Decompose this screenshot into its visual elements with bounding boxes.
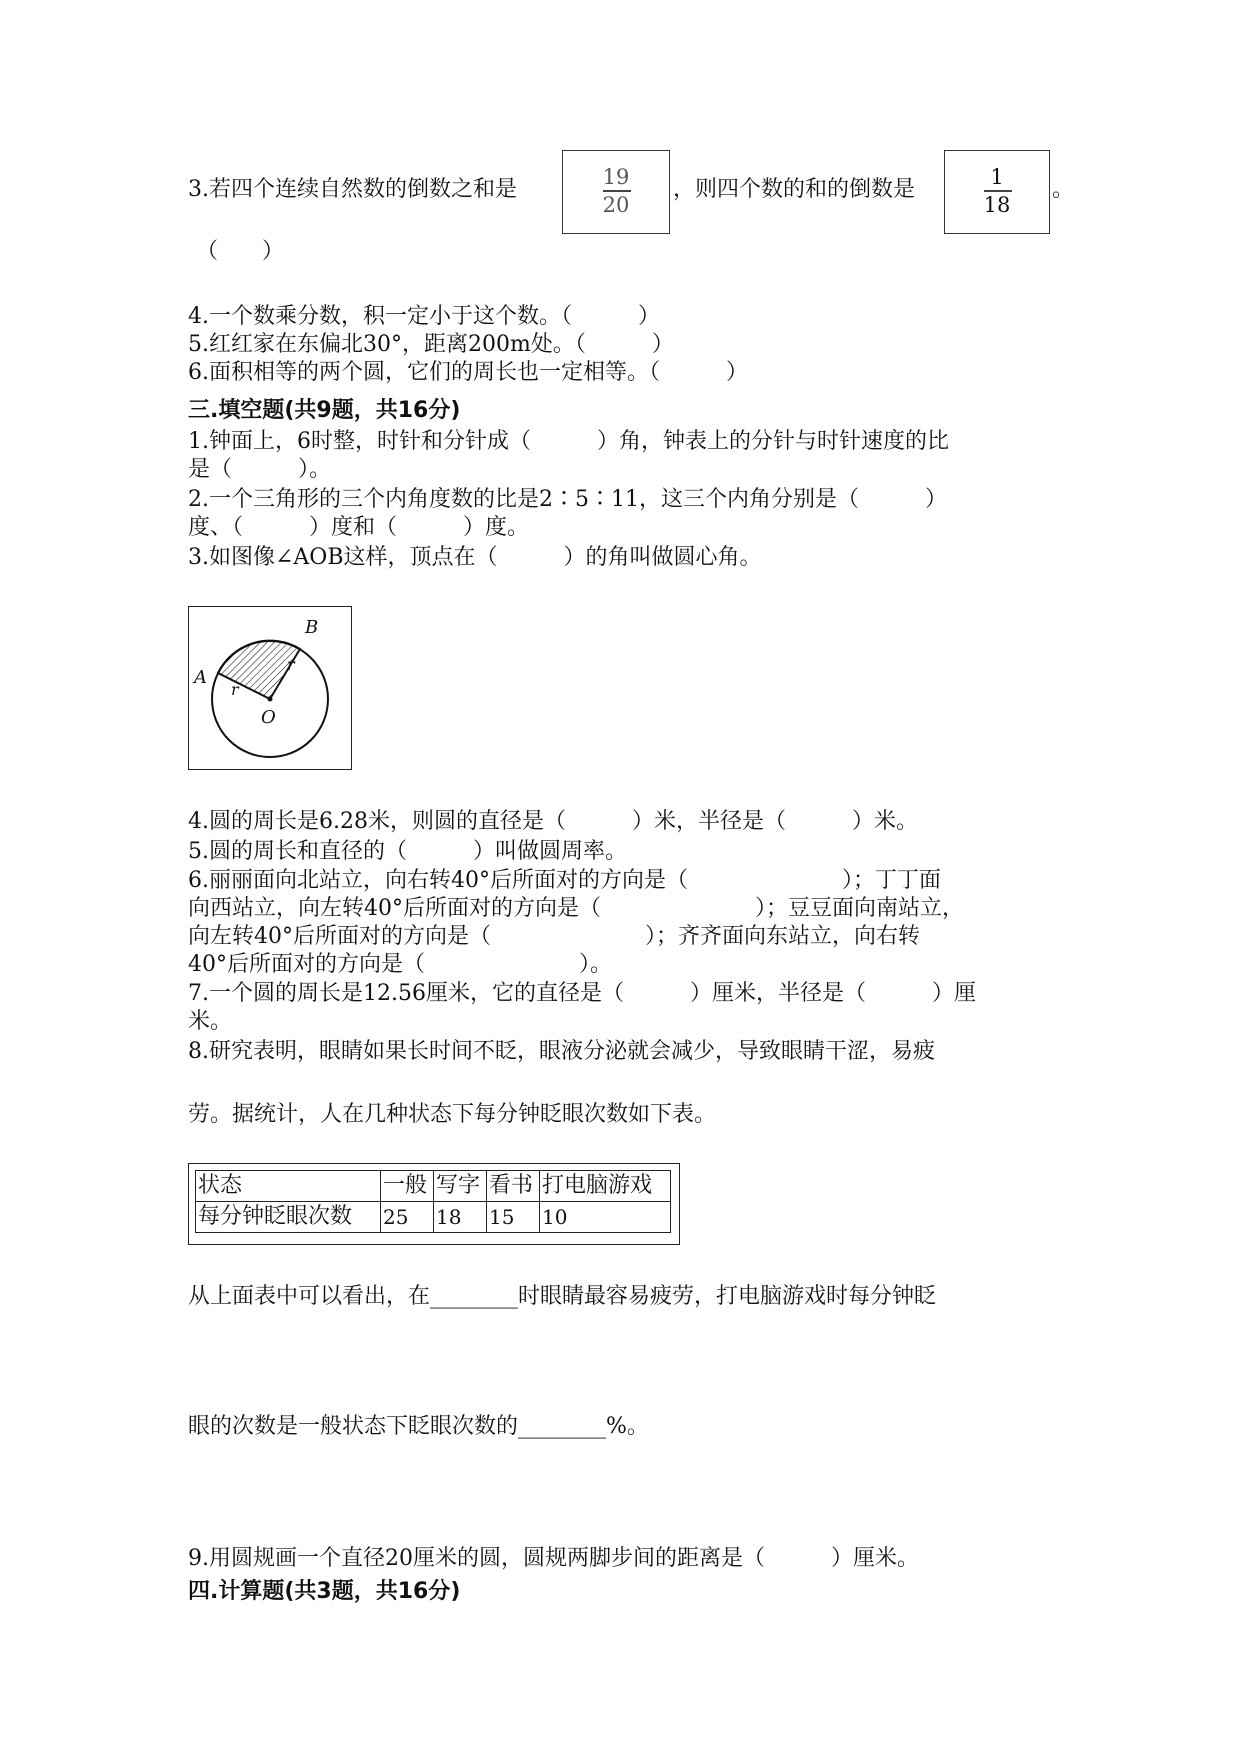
fraction-denominator: 20 xyxy=(602,193,630,217)
fill-q8-line2: 劳。据统计，人在几种状态下每分钟眨眼次数如下表。 xyxy=(188,1102,717,1127)
table-cell: 15 xyxy=(487,1202,540,1233)
blink-rate-table xyxy=(195,1170,671,1233)
tf-item-5: 5.红红家在东偏北30°，距离200m处。（ ） xyxy=(188,332,674,357)
fraction-numerator: 1 xyxy=(990,165,1004,189)
fill-q3: 3.如图像∠AOB这样，顶点在（ ）的角叫做圆心角。 xyxy=(188,545,762,570)
fill-q2-line1: 2.一个三角形的三个内角度数的比是2∶5∶11，这三个内角分别是（ ） xyxy=(188,487,947,512)
fill-q8-line1: 8.研究表明，眼睛如果长时间不眨，眼液分泌就会减少，导致眼睛干涩，易疲 xyxy=(188,1039,935,1064)
tf-item-6: 6.面积相等的两个圆，它们的周长也一定相等。（ ） xyxy=(188,360,748,385)
tf-q3-text-middle: ，则四个数的和的倒数是 xyxy=(673,177,916,202)
central-angle-figure xyxy=(188,606,352,770)
label-o: O xyxy=(261,707,276,728)
table-cell: 10 xyxy=(540,1202,671,1233)
fill-q5: 5.圆的周长和直径的（ ）叫做圆周率。 xyxy=(188,839,627,864)
circle-diagram xyxy=(189,607,350,768)
fill-q8-line4: 眼的次数是一般状态下眨眼次数的________%。 xyxy=(188,1414,649,1439)
fill-q1-line1: 1.钟面上，6时整，时针和分针成（ ）角，钟表上的分针与时针速度的比 xyxy=(188,429,949,454)
fill-q6-line4: 40°后所面对的方向是（ ）。 xyxy=(188,952,612,977)
fill-q4: 4.圆的周长是6.28米，则圆的直径是（ ）米，半径是（ ）米。 xyxy=(188,809,918,834)
table-header-row xyxy=(196,1171,671,1202)
label-r-left: r xyxy=(231,680,239,699)
table-cell: 状态 xyxy=(196,1171,381,1202)
table-cell: 打电脑游戏 xyxy=(540,1171,671,1202)
tf-q3-text-end: 。 xyxy=(1052,177,1075,202)
fill-q6-line3: 向左转40°后所面对的方向是（ ）；齐齐面向东站立，向右转 xyxy=(188,924,920,949)
fill-q7-line2: 米。 xyxy=(188,1009,233,1034)
fill-q7-line1: 7.一个圆的周长是12.56厘米，它的直径是（ ）厘米，半径是（ ）厘 xyxy=(188,981,976,1006)
label-a: A xyxy=(194,667,207,688)
fraction-numerator: 19 xyxy=(602,165,630,189)
tf-item-4: 4.一个数乘分数，积一定小于这个数。（ ） xyxy=(188,304,660,329)
fill-q8-line3: 从上面表中可以看出，在________时眼睛最容易疲劳，打电脑游戏时每分钟眨 xyxy=(188,1284,937,1309)
fill-q9: 9.用圆规画一个直径20厘米的圆，圆规两脚步间的距离是（ ）厘米。 xyxy=(188,1546,919,1571)
label-b: B xyxy=(305,617,319,638)
table-row xyxy=(196,1202,671,1233)
table-cell: 25 xyxy=(381,1202,434,1233)
section-3-heading: 三.填空题(共9题，共16分) xyxy=(188,398,461,423)
fill-q6-line1: 6.丽丽面向北站立，向右转40°后所面对的方向是（ ）；丁丁面 xyxy=(188,868,941,893)
fraction-denominator: 18 xyxy=(983,193,1011,217)
section-4-heading: 四.计算题(共3题，共16分) xyxy=(188,1579,461,1604)
tf-q3-answer-blank: （ ） xyxy=(196,239,285,264)
table-cell: 看书 xyxy=(487,1171,540,1202)
table-cell: 18 xyxy=(434,1202,487,1233)
fill-q1-line2: 是（ ）。 xyxy=(188,457,332,482)
label-r-right: r xyxy=(287,655,295,674)
table-cell: 一般 xyxy=(381,1171,434,1202)
blink-rate-table-frame xyxy=(188,1163,680,1245)
fraction-box-1-18 xyxy=(944,150,1050,234)
tf-q3-text-before: 3.若四个连续自然数的倒数之和是 xyxy=(188,177,517,202)
fill-q6-line2: 向西站立，向左转40°后所面对的方向是（ ）；豆豆面向南站立， xyxy=(188,896,964,921)
table-cell: 写字 xyxy=(434,1171,487,1202)
table-cell: 每分钟眨眼次数 xyxy=(196,1202,381,1233)
fraction-box-19-20 xyxy=(562,150,670,234)
fill-q2-line2: 度、（ ）度和（ ）度。 xyxy=(188,515,530,540)
